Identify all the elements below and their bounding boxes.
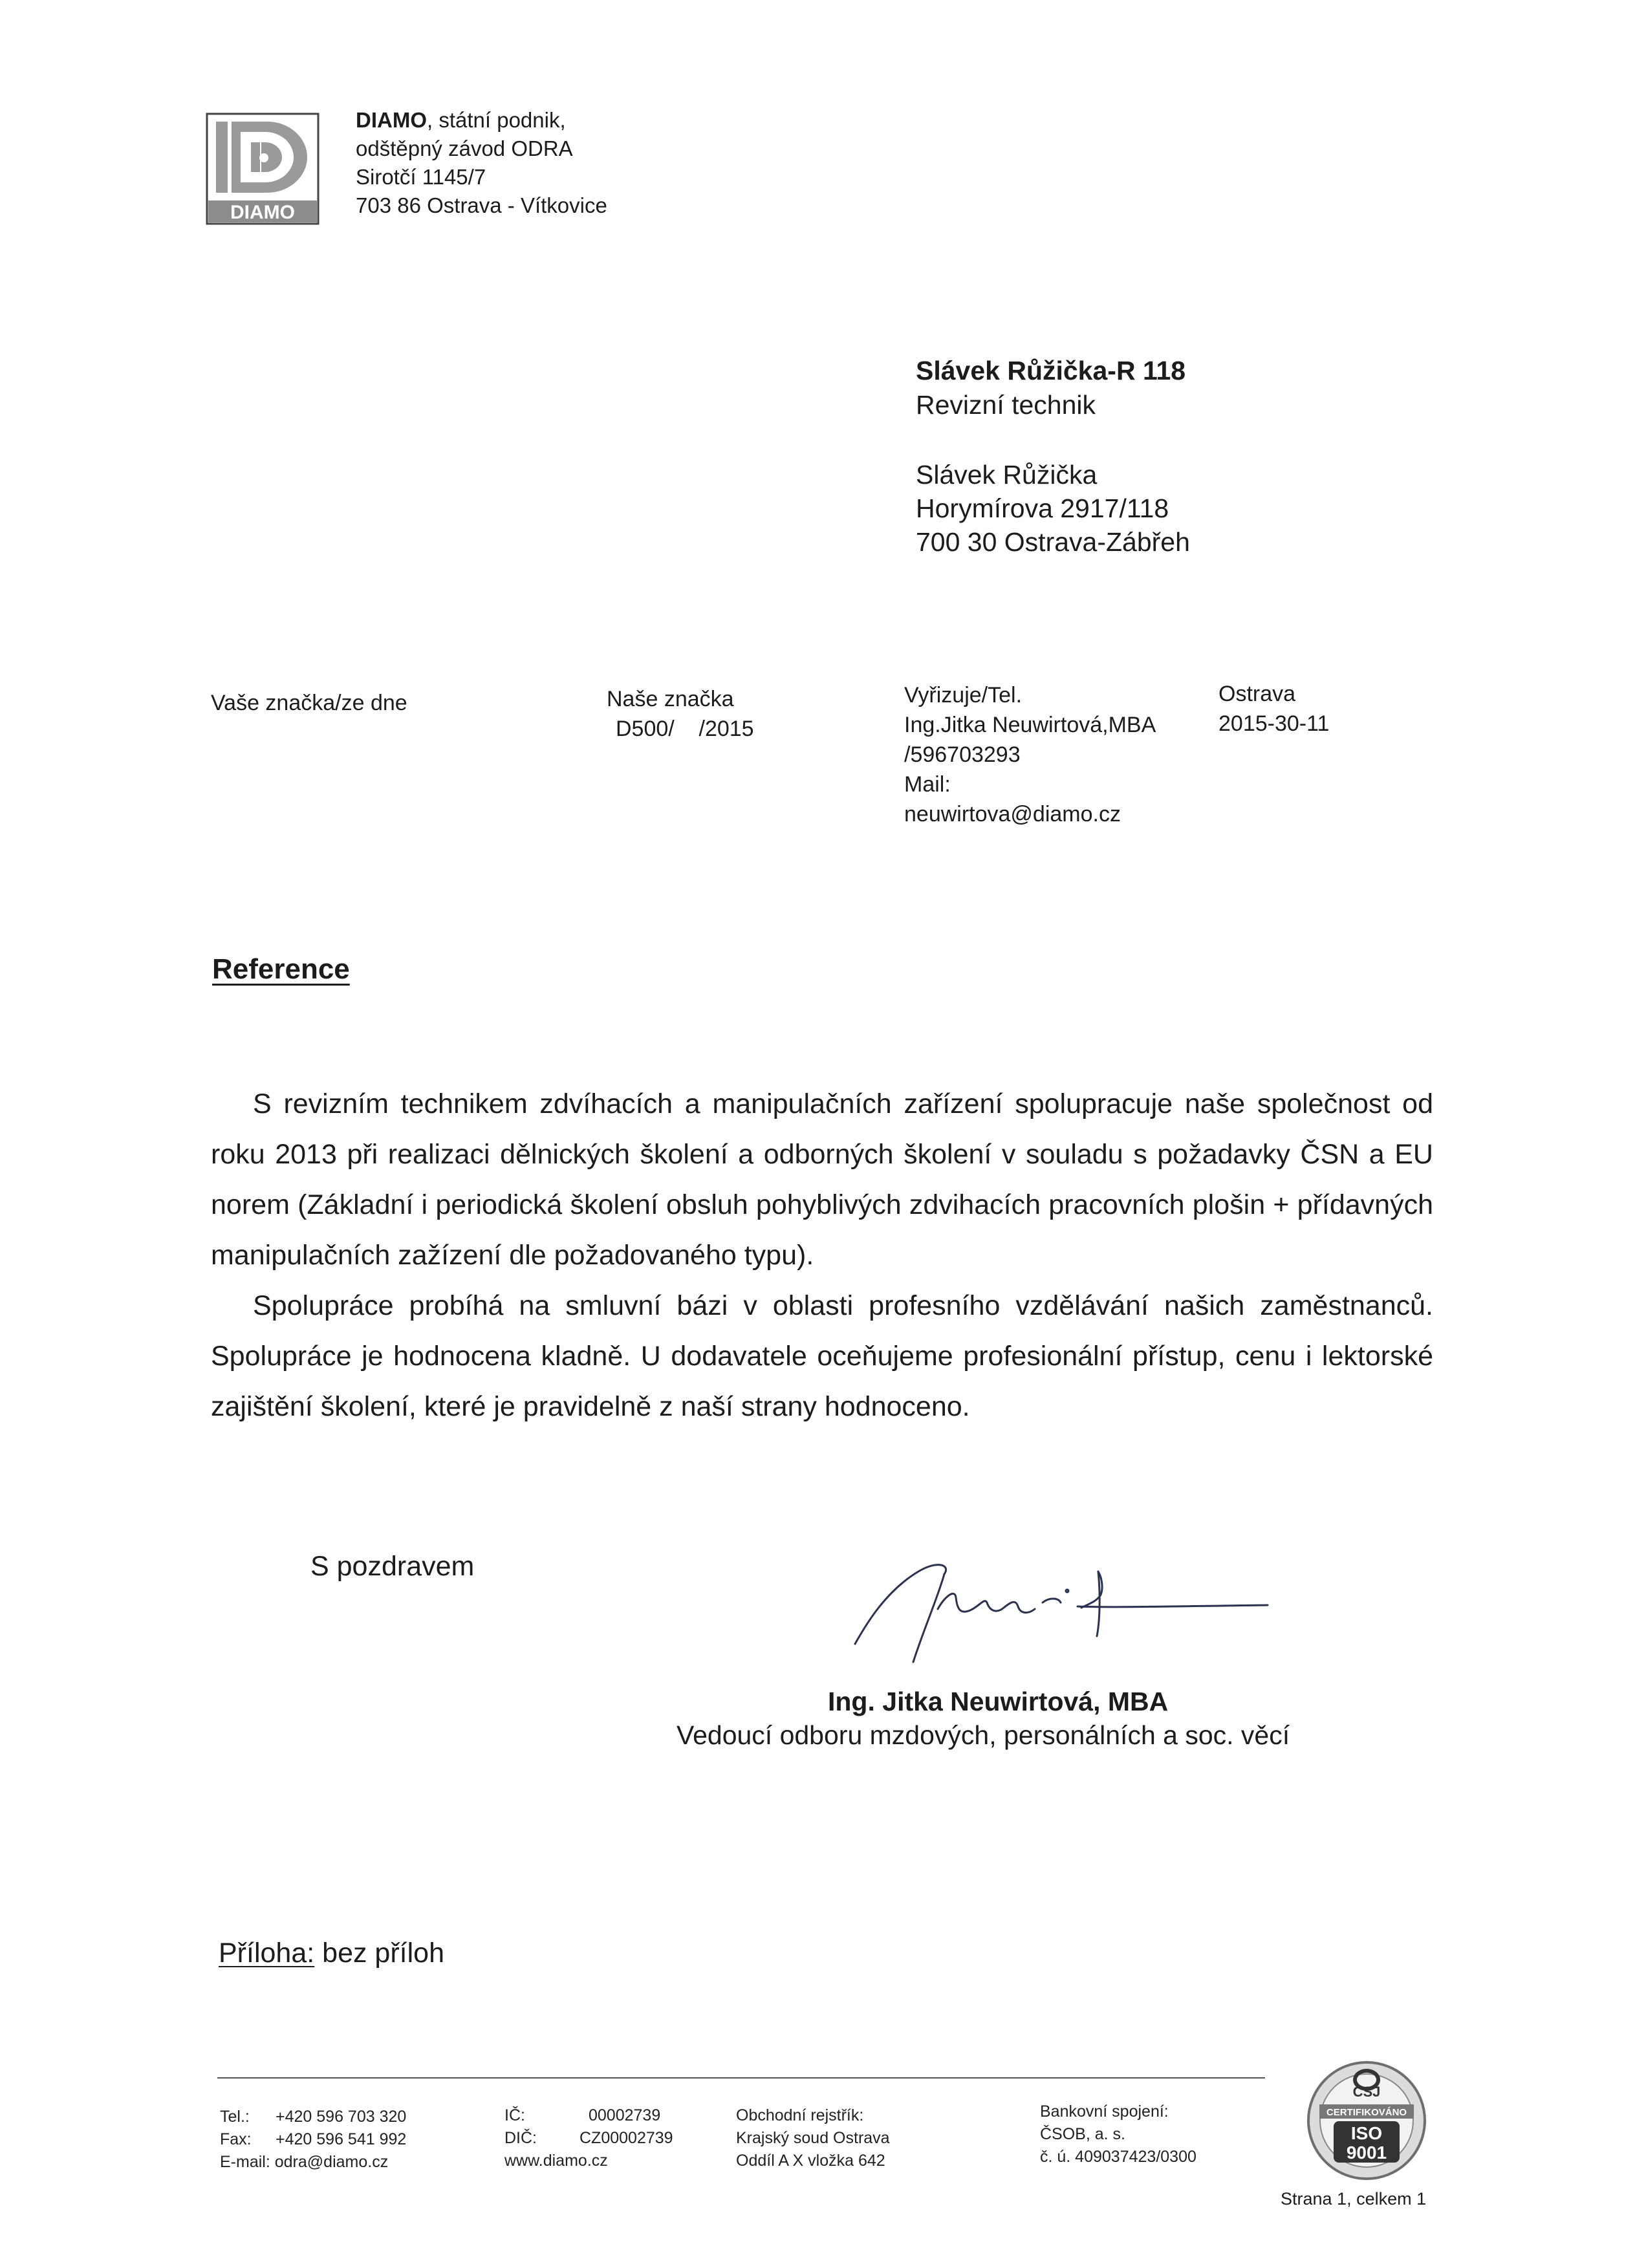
sender-city: 703 86 Ostrava - Vítkovice [356, 193, 607, 217]
mail-label: Mail: [904, 772, 951, 797]
handled-block [904, 680, 1156, 829]
body-paragraph: Spolupráce probíhá na smluvní bázi v oblasti profesního vzdělávání našich zaměstnanců. Spolupráce je hodnocena kladně. U dodavatele oceňujeme profesionální přístup, cenu i lektorské zajištění školení, které je pravidelně z naší strany hodnoceno. [211, 1290, 1433, 1422]
iso-9001-seal [1305, 2059, 1428, 2182]
greeting: S pozdravem [310, 1551, 475, 1582]
handled-label: Vyřizuje/Tel. [904, 683, 1023, 707]
signer-role: Vedoucí odboru mzdových, personálních a soc. věcí [677, 1720, 1290, 1750]
date: 2015-30-11 [1218, 711, 1330, 736]
our-ref-label: Naše značka [607, 687, 734, 711]
sender-block [356, 106, 607, 220]
email-value: odra@diamo.cz [274, 2153, 389, 2171]
signer-name: Ing. Jitka Neuwirtová, MBA [828, 1687, 1169, 1716]
footer-bank [1040, 2101, 1196, 2168]
handled-name: Ing.Jitka Neuwirtová,MBA [904, 713, 1156, 737]
place-date-block [1218, 679, 1329, 739]
svg-text:9001: 9001 [1346, 2143, 1387, 2163]
recipient-address-line: 700 30 Ostrava-Zábřeh [916, 527, 1190, 557]
recipient-address-line: Horymírova 2917/118 [916, 493, 1169, 523]
register-label: Obchodní rejstřík: [736, 2106, 864, 2124]
sender-branch: odštěpný závod ODRA [356, 136, 573, 160]
svg-text:DIAMO: DIAMO [230, 202, 295, 223]
sender-name: DIAMO [356, 108, 427, 132]
email-label: E-mail: [220, 2153, 270, 2171]
dic-value: CZ00002739 [579, 2129, 673, 2147]
fax-label: Fax: [220, 2130, 252, 2148]
bank-account: č. ú. 409037423/0300 [1040, 2148, 1196, 2166]
bank-name: ČSOB, a. s. [1040, 2125, 1125, 2143]
place: Ostrava [1218, 682, 1296, 706]
footer-register [736, 2104, 890, 2172]
recipient-address [916, 458, 1190, 559]
footer-divider [217, 2077, 1265, 2079]
sender-street: Sirotčí 1145/7 [356, 165, 486, 189]
fax-value: +420 596 541 992 [276, 2130, 407, 2148]
svg-text:ISO: ISO [1350, 2123, 1383, 2143]
register-court: Krajský soud Ostrava [736, 2129, 890, 2147]
body-paragraph: S revizním technikem zdvíhacích a manipulačních zařízení spolupracuje naše společnost od roku 2013 při realizaci dělnických školení a odborných školení v souladu s požadavky ČSN a EU norem (Základní i periodická školení obsluh pohyblivých zdvihacích pracovních plošin + přídavných manipulačních zažízení dle požadovaného typu). [211, 1088, 1433, 1271]
letter-heading: Reference [212, 953, 350, 985]
web-address: www.diamo.cz [504, 2152, 608, 2170]
bank-label: Bankovní spojení: [1040, 2102, 1169, 2121]
our-ref-value: D500/ /2015 [616, 717, 754, 741]
attachment-label: Příloha: [219, 1938, 315, 1969]
attachment-value: bez příloh [322, 1938, 444, 1969]
svg-text:CSJ: CSJ [1352, 2084, 1381, 2100]
tel-label: Tel.: [220, 2108, 250, 2126]
recipient-address-line: Slávek Růžička [916, 460, 1098, 490]
dic-label: DIČ: [504, 2129, 537, 2147]
handled-phone: /596703293 [904, 742, 1021, 767]
page-number: Strana 1, celkem 1 [1281, 2189, 1427, 2209]
diamo-logo [206, 113, 319, 225]
our-ref-block [607, 684, 754, 744]
attachment-line [219, 1938, 444, 1969]
sender-name-suffix: , státní podnik, [427, 108, 566, 132]
tel-value: +420 596 703 320 [276, 2108, 407, 2126]
footer-contact [220, 2106, 406, 2174]
recipient-name: Slávek Růžička-R 118 [916, 356, 1186, 385]
handwritten-signature [841, 1552, 1281, 1669]
ic-label: IČ: [504, 2106, 525, 2124]
your-ref-label: Vaše značka/ze dne [211, 691, 407, 715]
svg-text:CERTIFIKOVÁNO: CERTIFIKOVÁNO [1326, 2107, 1407, 2118]
footer-ids [504, 2104, 673, 2172]
ic-value: 00002739 [589, 2106, 661, 2124]
letter-body [211, 1079, 1433, 1432]
register-section: Oddíl A X vložka 642 [736, 2152, 885, 2170]
mail-value: neuwirtova@diamo.cz [904, 802, 1121, 826]
recipient-role: Revizní technik [916, 390, 1096, 420]
